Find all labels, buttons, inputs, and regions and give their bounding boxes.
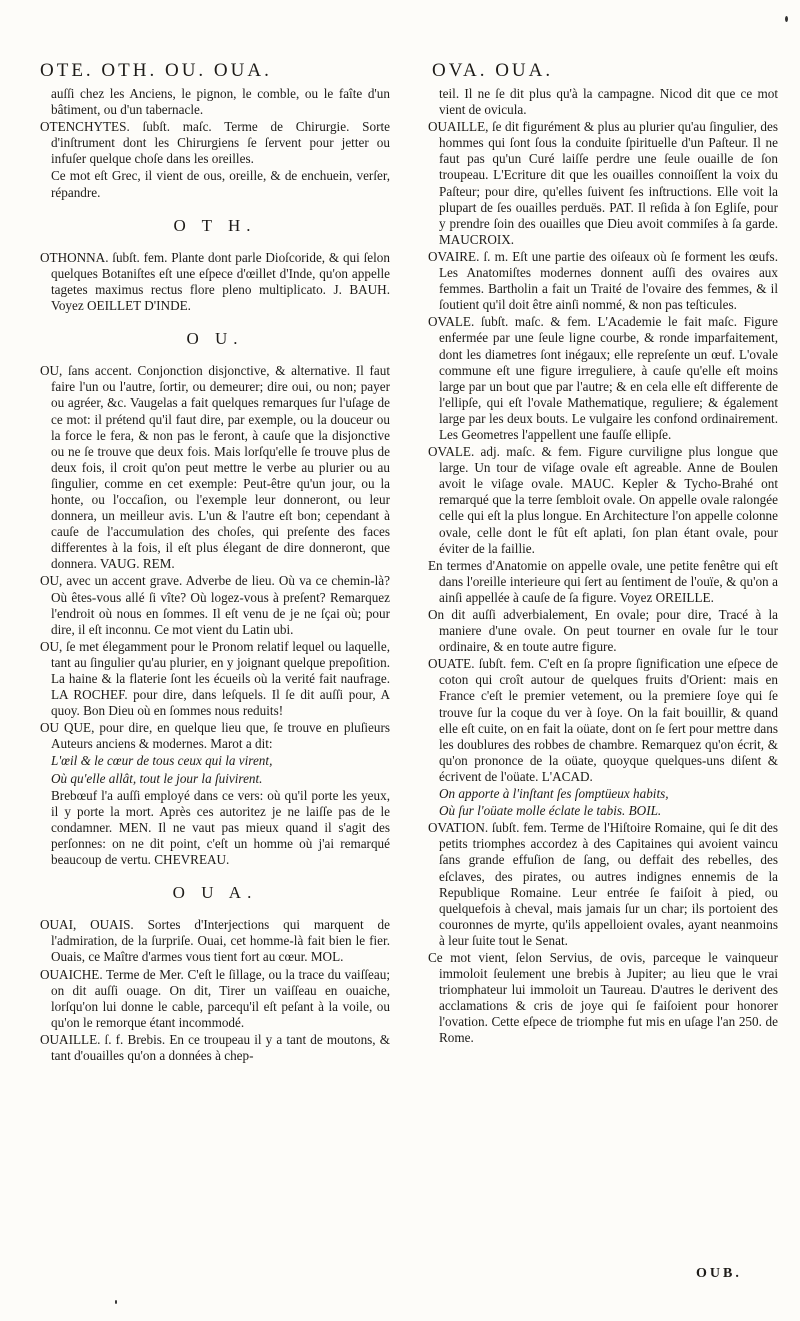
entry-otenchytes: OTENCHYTES. ſubſt. maſc. Terme de Chirurgie. Sorte d'inſtrument dont les Chirurgiens ſe ſervent pour jetter ou infuſer quelque choſe dans les oreilles.	[40, 119, 390, 167]
entry-ovation-etymology: Ce mot vient, ſelon Servius, de ovis, parceque le vainqueur immoloit ſeulement une brebis à Jupiter; au lieu que le vrai triomphateur lui immoloit un Taureau. D'autres le derivent des acclamations & cris de joye qui ſe faiſoient pour honorer l'ovation. Cette eſpece de triomphe fut mis en uſage l'an 250. de Rome.	[428, 949, 778, 1046]
left-column	[40, 86, 390, 1065]
verse-line: L'œil & le cœur de tous ceux qui la virent,	[51, 753, 273, 769]
entry-ou-que: OU QUE, pour dire, en quelque lieu que, ſe trouve en pluſieurs Auteurs anciens & modernes. Marot a dit:	[40, 720, 390, 752]
running-head-left: OTE. OTH. OU. OUA.	[40, 60, 272, 81]
entry-ou-conjunction: OU, ſans accent. Conjonction disjonctive, & alternative. Il faut faire l'un ou l'autre, ſortir, ou demeurer; dire oui, ou non; payer ou agréer, &c. Vaugelas a fait quelques remarques ſur l'uſage de ce mot: il prétend qu'il faut dire, par exemple, ou la douceur ou la force le fera, & non pas le feront, à cauſe que la disjonctive ou ne ſe trouve que deux fois. Mais lorſqu'elle ſe trouve plus de deux fois, il croit qu'on peut mettre le verbe au plurier ou au ſingulier, comme en cet exemple: Peut-être qu'un jour, ou la honte, ou l'occaſion, ou l'exemple leur donneront, ou leur donnera, un meilleur avis. L'un & l'autre eſt bon; cependant à cauſe de l'accumulation des choſes, qui preſente des faces differentes à la fois, il eſt plus élegant de dire donneront, que donnera. VAUG. REM.	[40, 363, 390, 572]
running-head-right: OVA. OUA.	[432, 60, 554, 81]
entry-ovaire: OVAIRE. ſ. m. Eſt une partie des oiſeaux où ſe forment les œufs. Les Anatomiſtes modernes donnent auſſi des ovaires aux femmes. Bartholin a fait un Traité de l'ovaire des femmes, & il ſoutient qu'il doit être ainſi nommé, & non pas teſticules.	[428, 248, 778, 313]
section-heading-ou: O U.	[186, 329, 244, 349]
entry-ou-relative: OU, ſe met élegamment pour le Pronom relatif lequel ou laquelle, tant au ſingulier qu'au plurier, en y joignant quelque prepoſition. La haine & la flaterie ſont les écueils où la verité fait naufrage. LA ROCHEF. pour dire, dans leſquels. Il ſe dit auſſi pour, A quoy. Bon Dieu où en ſommes nous reduits!	[40, 638, 390, 719]
catchword: OUB.	[696, 1266, 742, 1281]
entry-ouaille: OUAILLE. ſ. f. Brebis. En ce troupeau il y a tant de moutons, & tant d'ouailles qu'on a données à chep-	[40, 1031, 390, 1063]
entry-ouai: OUAI, OUAIS. Sortes d'Interjections qui marquent de l'admiration, de la ſurpriſe. Ouai, cet homme-là fait bien le fier. Ouais, ce Maître d'armes vous tient fort au cœur. MOL.	[40, 917, 390, 965]
entry-continuation: teil. Il ne ſe dit plus qu'à la campagne. Nicod dit que ce mot vient de ovicula.	[439, 86, 778, 118]
entry-ouate: OUATE. ſubſt. fem. C'eſt en ſa propre ſignification une eſpece de coton qui croît autour de quelques fruits d'Orient: mais en France c'eſt le premier vetement, ou la premiere ſoye qui ſe trouve ſur la coque du ver à ſoye. On la fait bouillir, & quand elle eſt cuite, on en fait la oüate, dont on ſe ſert pour mettre dans les doublures des robbes de chambre. Remarquez qu'on écrit, & qu'on prononce de la oüate, quoyque quelques-uns diſent & écrivent de l'oüate. L'ACAD.	[428, 656, 778, 784]
entry-ovale-adverbial: On dit auſſi adverbialement, En ovale; pour dire, Tracé à la maniere d'une ovale. On peut tourner en ovale ſur le tour ordinaire, & en toute autre figure.	[428, 607, 778, 655]
entry-ovation: OVATION. ſubſt. fem. Terme de l'Hiſtoire Romaine, qui ſe dit des petits triomphes accordez à des Capitaines qui avoient vaincu ſans grande effuſion de ſang, ou deffait des rebelles, des eſclaves, des pirates, ou autres indignes ennemis de la Republique Romaine. Leur entrée ſe faiſoit à pied, ou quelquefois à cheval, mais jamais ſur un char; ils portoient des couronnes de myrte, qu'ils appelloient ovales, ayant neanmoins à leur ſuite tout le Senat.	[428, 820, 778, 948]
print-speck	[785, 16, 788, 22]
verse-line: Où qu'elle allât, tout le jour la ſuivirent.	[51, 770, 263, 786]
section-heading-oua: O U A.	[172, 883, 258, 903]
entry-ovale-noun: OVALE. ſubſt. maſc. & fem. L'Academie le fait maſc. Figure enfermée par une ſeule ligne courbe, & ronde imparfaitement, dont les diametres ſont inégaux; elle repreſente un œuf. L'ovale commune eſt une figure irreguliere, à cauſe qu'elle eſt moins large par un bout que par l'autre; & en cela elle eſt differente de l'ellipſe, qui eſt l'ovale Mathematique, reguliere; & également large par les deux bouts. Le vulgaire les confond ordinairement. Les Geometres l'appellent une fauſſe ellipſe.	[428, 314, 778, 442]
etymology-otenchytes: Ce mot eſt Grec, il vient de ous, oreille, & de enchuein, verſer, répandre.	[51, 168, 390, 200]
section-heading-oth: O T H.	[173, 215, 257, 235]
entry-ouaiche: OUAICHE. Terme de Mer. C'eſt le ſillage, ou la trace du vaiſſeau; on dit auſſi ouage. On dit, Tirer un vaiſſeau en ouaiche, lorſqu'on lui donne le cable, parcequ'il eſt peſant à la voile, ou qu'on le remorque étant incommodé.	[40, 966, 390, 1030]
entry-continuation: auſſi chez les Anciens, le pignon, le comble, ou le faîte d'un bâtiment, ou d'un tabernacle.	[51, 86, 390, 118]
right-column	[428, 86, 778, 1048]
entry-ovale-adj: OVALE. adj. maſc. & fem. Figure curviligne plus longue que large. Un tour de viſage ovale eſt agreable. Anne de Boulen avoit le viſage ovale. MAUC. Kepler & Tycho-Brahé ont remarqué que la terre ſembloit ovale. On appelle ovale ralongée celle qui eſt la plus longue. En Architecture l'on appelle colonne ovale, celle dont le fût eſt aplati, ſon plan étant ovale, pour éviter de la faillie.	[428, 444, 778, 556]
entry-ouaille-figurative: OUAILLE, ſe dit figurément & plus au plurier qu'au ſingulier, des hommes qui ſont ſous la conduite ſpirituelle d'un Paſteur. Il ne faut pas qu'un Curé laiſſe perdre une ſeule ouaille de ſon troupeau. L'Ecriture dit que les ouailles connoiſſent la voix du Paſteur; pour dire, qu'elles ſuivent ſes inſtructions. Elle voit la plupart de ſes ouailles perduës. PAT. Il reſida à ſon Egliſe, pour y prendre ſoin des ouailles que Dieu avoit commiſes à ſa garde. MAUCROIX.	[428, 119, 778, 247]
entry-ou-que-remark: Brebœuf l'a auſſi employé dans ce vers: où qu'il porte les yeux, il y porte la mort. Après ces autoritez je ne laiſſe pas de le condamner. MEN. Il ne vaut pas mieux quand il s'agit des perſonnes: on ne dit point, c'eſt un homme où j'ai remarqué beaucoup de vertu. CHEVREAU.	[51, 787, 390, 868]
print-speck	[115, 1300, 117, 1304]
verse-line: Où ſur l'oüate molle éclate le tabis. BOIL.	[439, 803, 662, 819]
entry-othonna: OTHONNA. ſubſt. fem. Plante dont parle Dioſcoride, & qui ſelon quelques Botaniſtes eſt une eſpece d'œillet d'Inde, qu'on appelle tagetes maximus rectus flore pleno multiplicato. J. BAUH. Voyez OEILLET D'INDE.	[40, 249, 390, 314]
entry-ou-adverb: OU, avec un accent grave. Adverbe de lieu. Où va ce chemin-là? Où êtes-vous allé ſi vîte? Où logez-vous à preſent? Remarquez l'endroit où nous en ſommes. Il eſt venu de je ne ſçai où; pour dire, il eſt inconnu. Ce mot vient du Latin ubi.	[40, 573, 390, 637]
verse-line: On apporte à l'inſtant ſes ſomptüeux habits,	[439, 786, 669, 802]
entry-ovale-anatomy: En termes d'Anatomie on appelle ovale, une petite fenêtre qui eſt dans l'oreille interieure qui ſert au ſentiment de l'ouïe, & qu'on a ainſi appellée à cauſe de ſa figure. Voyez OREILLE.	[428, 557, 778, 605]
